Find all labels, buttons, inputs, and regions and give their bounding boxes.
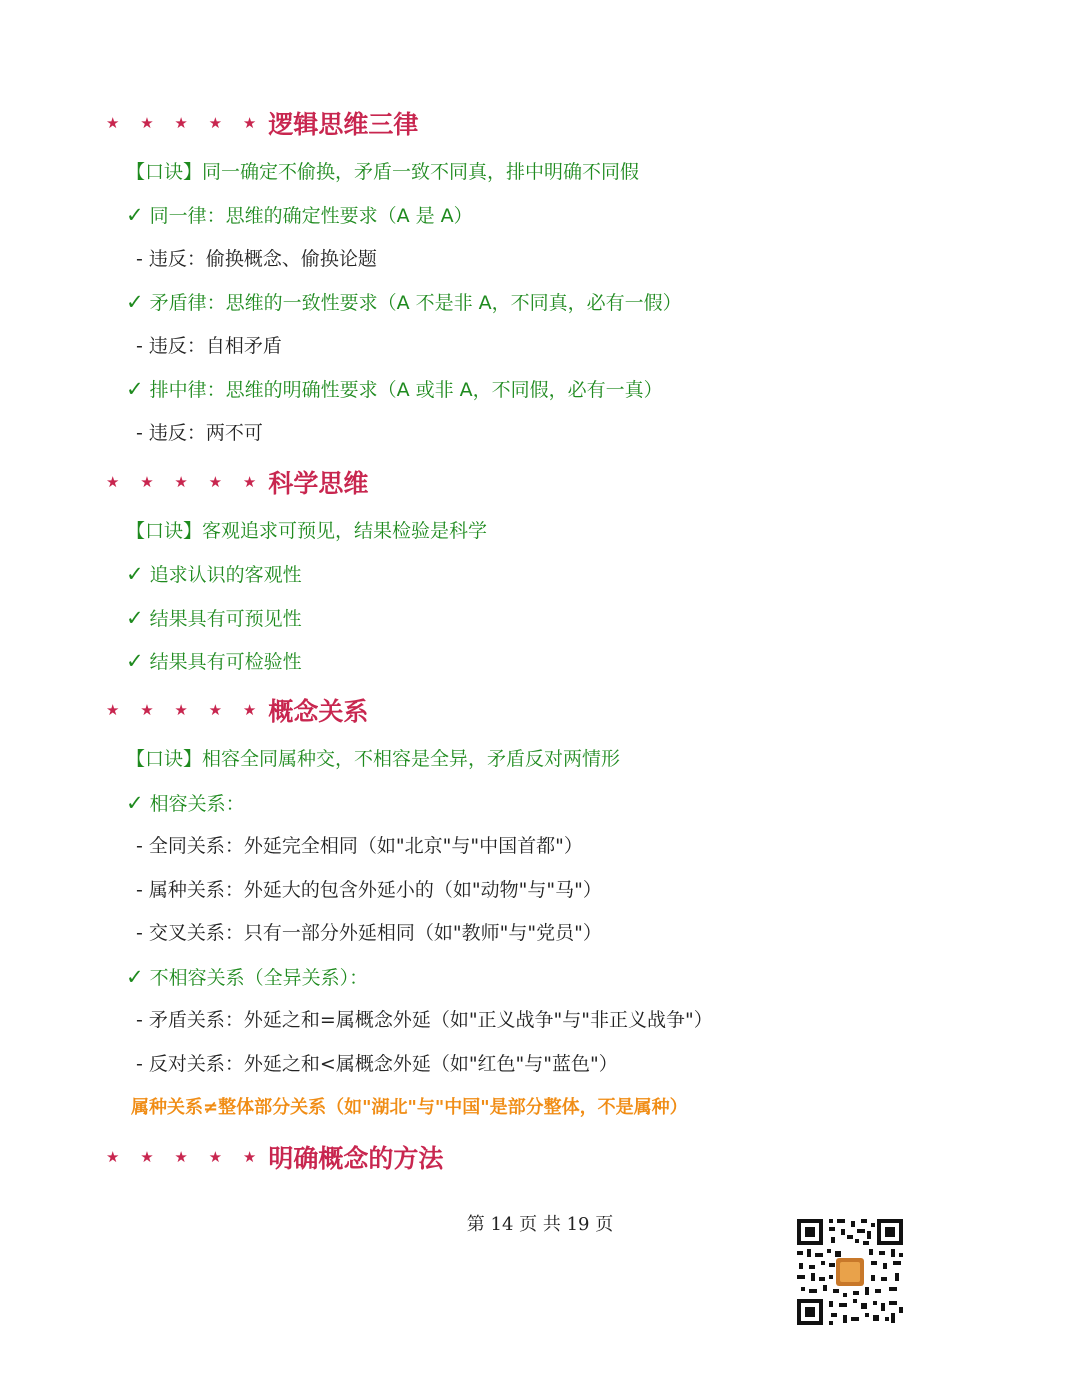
sub-item: - 反对关系：外延之和<属概念外延（如"红色"与"蓝色"） [136, 1053, 618, 1075]
mnemonic-text: 【口诀】相容全同属种交，不相容是全异，矛盾反对两情形 [126, 748, 621, 770]
check-icon: ✓ [126, 290, 144, 314]
rating-stars: ★ ★ ★ ★ ★ [106, 701, 265, 719]
section-title: 概念关系 [268, 697, 369, 726]
check-item-text: 相容关系： [149, 793, 245, 815]
sub-item: - 违反：两不可 [136, 422, 263, 444]
check-item [126, 561, 302, 588]
check-icon: ✓ [126, 203, 144, 227]
qr-code-icon [795, 1217, 905, 1327]
rating-stars: ★ ★ ★ ★ ★ [106, 114, 265, 132]
page-number: 第 14 页 共 19 页 [466, 1214, 614, 1235]
check-item-text: 追求认识的客观性 [149, 564, 302, 586]
section-heading-concept-relations [106, 690, 368, 730]
rating-stars: ★ ★ ★ ★ ★ [106, 1148, 265, 1166]
check-icon: ✓ [126, 377, 144, 401]
check-icon: ✓ [126, 791, 144, 815]
section-heading-logic-laws [106, 103, 418, 143]
check-item-text: 不相容关系（全异关系）： [149, 967, 369, 989]
check-icon: ✓ [126, 562, 144, 586]
check-icon: ✓ [126, 606, 144, 630]
check-icon: ✓ [126, 649, 144, 673]
section-heading-clarify-concepts [106, 1137, 443, 1177]
check-item-text: 同一律：思维的确定性要求（A 是 A） [149, 205, 473, 227]
section-heading-scientific-thinking [106, 462, 368, 502]
check-item [126, 964, 368, 991]
section-title: 逻辑思维三律 [268, 110, 419, 139]
section-title: 科学思维 [268, 469, 369, 498]
section-title: 明确概念的方法 [268, 1144, 444, 1173]
mnemonic-text: 【口诀】同一确定不偷换，矛盾一致不同真，排中明确不同假 [126, 161, 640, 183]
check-item [126, 376, 663, 403]
sub-item: - 交叉关系：只有一部分外延相同（如"教师"与"党员"） [136, 922, 602, 944]
rating-stars: ★ ★ ★ ★ ★ [106, 473, 265, 491]
check-item-text: 结果具有可预见性 [149, 608, 302, 630]
sub-item: - 全同关系：外延完全相同（如"北京"与"中国首都"） [136, 835, 583, 857]
sub-item: - 违反：偷换概念、偷换论题 [136, 248, 377, 270]
check-item [126, 289, 682, 316]
check-icon: ✓ [126, 965, 144, 989]
check-item-text: 矛盾律：思维的一致性要求（A 不是非 A，不同真，必有一假） [149, 292, 682, 314]
check-item-text: 排中律：思维的明确性要求（A 或非 A，不同假，必有一真） [149, 379, 663, 401]
mnemonic-text: 【口诀】客观追求可预见，结果检验是科学 [126, 520, 488, 542]
check-item [126, 605, 302, 632]
sub-item: - 属种关系：外延大的包含外延小的（如"动物"与"马"） [136, 879, 602, 901]
check-item [126, 648, 302, 675]
check-item-text: 结果具有可检验性 [149, 651, 302, 673]
check-item [126, 202, 473, 229]
sub-item: - 违反：自相矛盾 [136, 335, 282, 357]
sub-item: - 矛盾关系：外延之和=属概念外延（如"正义战争"与"非正义战争"） [136, 1009, 713, 1031]
highlight-note: 属种关系≠整体部分关系（如"湖北"与"中国"是部分整体，不是属种） [131, 1097, 688, 1118]
check-item [126, 790, 245, 817]
